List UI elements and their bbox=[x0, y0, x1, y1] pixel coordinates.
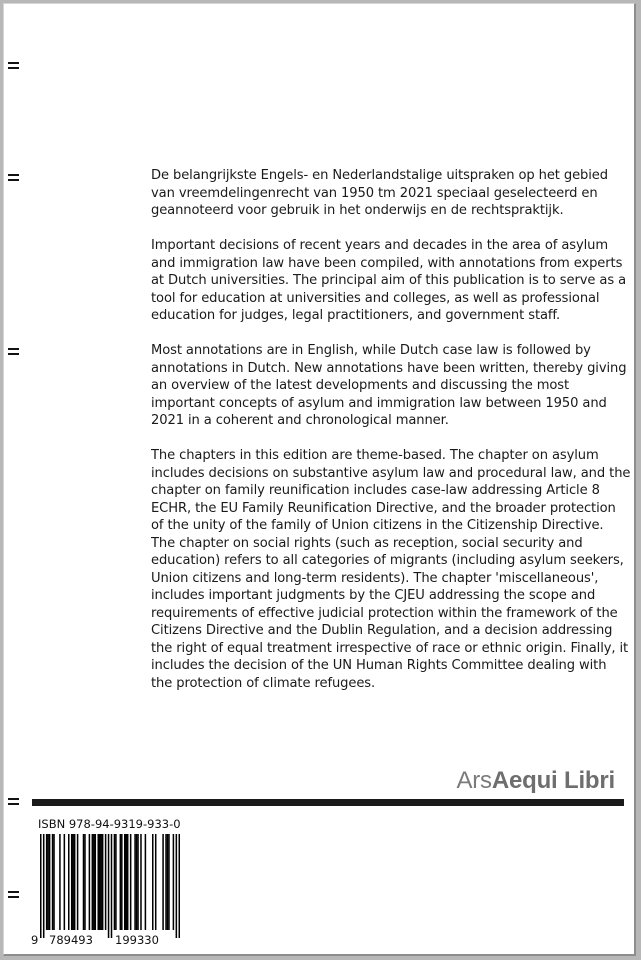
barcode-bar bbox=[97, 834, 99, 930]
barcode-bar bbox=[140, 834, 142, 930]
barcode-bar bbox=[99, 834, 101, 930]
barcode-bar bbox=[121, 834, 123, 930]
barcode-bar bbox=[77, 834, 79, 930]
barcode-bar bbox=[168, 834, 170, 930]
crop-mark bbox=[8, 891, 19, 898]
barcode-bar bbox=[89, 834, 91, 930]
barcode-bar bbox=[120, 834, 122, 930]
barcode-bar bbox=[162, 834, 164, 930]
barcode-bar bbox=[165, 834, 167, 930]
barcode-bar bbox=[111, 834, 113, 938]
crop-mark bbox=[8, 174, 19, 181]
barcode-bar bbox=[167, 834, 169, 930]
barcode-digit-first: 9 bbox=[31, 933, 39, 947]
barcode-bar bbox=[74, 834, 76, 930]
barcode-bar bbox=[71, 834, 73, 930]
barcode-bar bbox=[125, 834, 127, 930]
barcode-bar bbox=[130, 834, 132, 930]
isbn-barcode bbox=[40, 834, 180, 938]
barcode-bar bbox=[93, 834, 95, 930]
barcode-bar bbox=[134, 834, 136, 930]
barcode-bar bbox=[47, 834, 49, 930]
barcode-bar bbox=[72, 834, 74, 930]
barcode-bar bbox=[59, 834, 61, 930]
barcode-bar bbox=[152, 834, 154, 930]
barcode-bar bbox=[102, 834, 104, 930]
isbn-label: ISBN 978-94-9319-933-0 bbox=[38, 817, 181, 831]
blurb-paragraph-chapters: The chapters in this edition are theme-based. The chapter on asylum includes decisions on substantive asylum law and procedural law, and the chapter on family reunification includes case-law addressing Article 8 ECHR, the EU Family Reunification Directive, and the broader protection of the unity of the family of Union citizens in the Citizenship Directive. The chapter on social rights (such as reception, social security and education) refers to all categories of migrants (including asylum seekers, Union citizens and long-term residents). The chapter 'miscellaneous', includes important judgments by the CJEU addressing the scope and requirements of effective judicial protection within the framework of the Citizens Directive and the Dublin Regulation, and a decision addressing the right of equal treatment irrespective of race or ethnic origin. Finally, it includes the decision of the UN Human Rights Committee dealing with the protection of climate refugees. bbox=[151, 448, 631, 691]
barcode-bar bbox=[124, 834, 126, 930]
barcode-bar bbox=[127, 834, 129, 930]
publisher-logo bbox=[456, 767, 615, 795]
back-cover bbox=[3, 3, 636, 956]
barcode-bar bbox=[114, 834, 116, 930]
blurb-paragraph-aim: Important decisions of recent years and decades in the area of asylum and immigration law have been compiled, with annotations from experts at Dutch universities. The principal aim of this publication is to serve as a tool for education at universities and colleges, as well as professional education for judges, legal practitioners, and government staff. bbox=[151, 238, 627, 323]
barcode-bar bbox=[108, 834, 110, 938]
barcode-bar bbox=[52, 834, 54, 930]
barcode-bar bbox=[49, 834, 51, 930]
blurb-paragraph-annotations: Most annotations are in English, while Dutch case law is followed by annotations in Dutch. New annotations have been written, thereby giving an overview of the latest developments and discussing the most important concepts of asylum and immigration law between 1950 and 2021 in a coherent and chronological manner. bbox=[151, 343, 627, 428]
barcode-bar bbox=[40, 834, 42, 938]
barcode-digits-right: 199330 bbox=[115, 933, 159, 947]
barcode-bar bbox=[176, 834, 178, 938]
crop-mark bbox=[8, 798, 19, 805]
blurb-paragraph-dutch: De belangrijkste Engels- en Nederlandstalige uitspraken op het gebied van vreemdelingenrecht van 1950 tm 2021 speciaal geselecteerd en geannoteerd voor gebruik in het onderwijs en de rechtspraktijk. bbox=[151, 168, 608, 218]
barcode-bar bbox=[64, 834, 66, 930]
crop-mark bbox=[8, 348, 19, 355]
barcode-bar bbox=[145, 834, 147, 930]
barcode-bar bbox=[173, 834, 175, 930]
barcode-bar bbox=[155, 834, 157, 930]
barcode-bar bbox=[95, 834, 97, 930]
horizontal-rule bbox=[32, 799, 624, 806]
blurb-text bbox=[151, 167, 631, 710]
barcode-bar bbox=[136, 834, 138, 930]
barcode-bar bbox=[83, 834, 85, 930]
publisher-logo-part1: Ars bbox=[456, 767, 492, 794]
barcode-bar bbox=[115, 834, 117, 930]
publisher-logo-part2: Aequi Libri bbox=[491, 767, 615, 794]
barcode-bar bbox=[43, 834, 45, 938]
crop-mark bbox=[8, 62, 19, 69]
barcode-bar bbox=[53, 834, 55, 930]
barcode-bar bbox=[84, 834, 86, 930]
barcode-bar bbox=[46, 834, 48, 930]
barcode-bar bbox=[179, 834, 180, 938]
barcode-bar bbox=[105, 834, 107, 930]
barcode-bar bbox=[68, 834, 70, 930]
barcode-bar bbox=[92, 834, 94, 930]
barcode-bar bbox=[100, 834, 102, 930]
barcode-digits-left: 789493 bbox=[49, 933, 93, 947]
barcode-bar bbox=[137, 834, 139, 930]
